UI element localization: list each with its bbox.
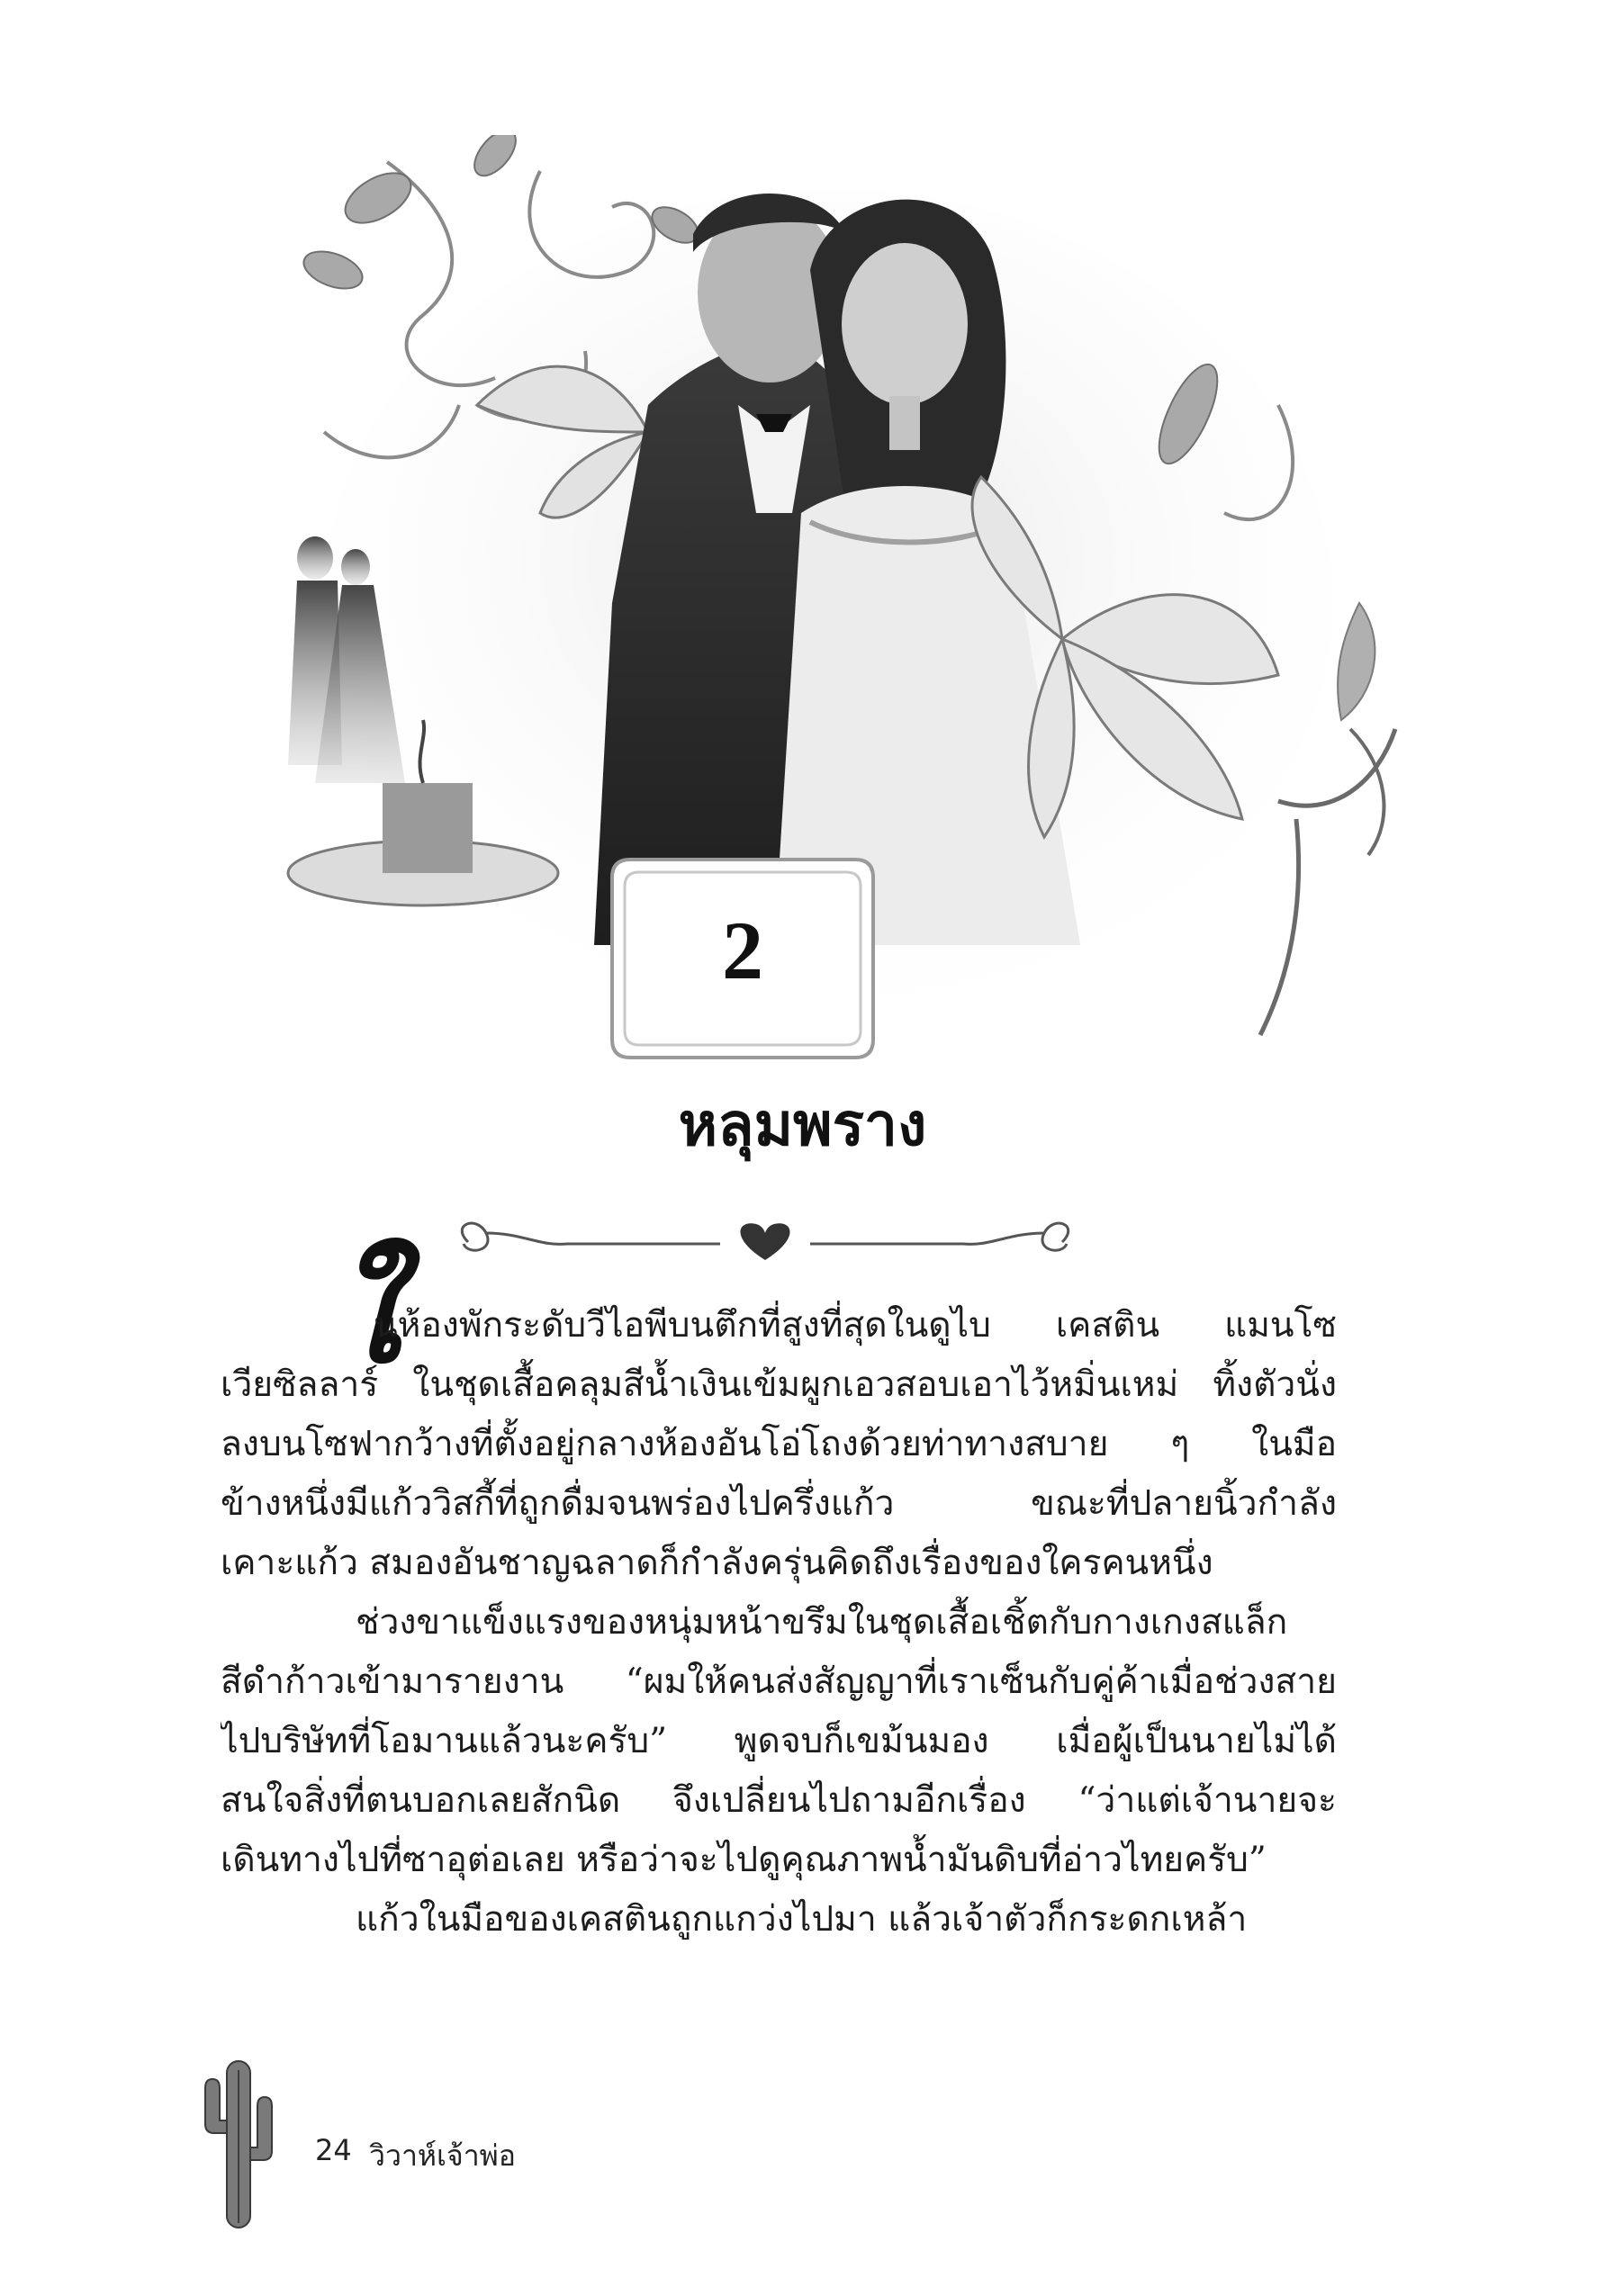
body-text <box>221 1296 1337 1949</box>
page-footer <box>198 2052 738 2232</box>
text-line: ไปบริษัทที่โอมานแล้วนะครับ” พูดจบก็เขม้นมอง เมื่อผู้เป็นนายไม่ได้ <box>221 1721 1337 1761</box>
text-line: ช่วงขาแข็งแรงของหนุ่มหน้าขรึมในชุดเสื้อเชิ้ตกับกางเกงสแล็ก <box>356 1602 1288 1643</box>
text-line: นห้องพักระดับวีไอพีบนตึกที่สูงที่สุดในดูไบ เคสติน แมนโซ <box>374 1305 1337 1346</box>
text-line: ข้างหนึ่งมีแก้ววิสกี้ที่ถูกดื่มจนพร่องไปครึ่งแก้ว ขณะที่ปลายนิ้วกำลัง <box>221 1483 1337 1524</box>
book-title: วิวาห์เจ้าพ่อ <box>369 2138 516 2173</box>
heart-divider-ornament <box>432 1206 1098 1278</box>
cactus-icon <box>198 2052 279 2232</box>
text-line: เดินทางไปที่ซาอุต่อเลย หรือว่าจะไปดูคุณภาพน้ำมันดิบที่อ่าวไทยครับ” <box>221 1840 1267 1880</box>
text-line: เคาะแก้ว สมองอันชาญฉลาดก็กำลังครุ่นคิดถึงเรื่องของใครคนหนึ่ง <box>221 1543 1213 1583</box>
text-line: เวียซิลลาร์ ในชุดเสื้อคลุมสีน้ำเงินเข้มผูกเอวสอบเอาไว้หมิ่นเหม่ ทิ้งตัวนั่ง <box>221 1364 1337 1405</box>
page-number: 24 <box>315 2133 352 2167</box>
text-line: ลงบนโซฟากว้างที่ตั้งอยู่กลางห้องอันโอ่โถงด้วยท่าทางสบาย ๆ ในมือ <box>221 1424 1337 1464</box>
text-line: สนใจสิ่งที่ตนบอกเลยสักนิด จึงเปลี่ยนไปถามอีกเรื่อง “ว่าแต่เจ้านายจะ <box>221 1780 1337 1821</box>
text-line: สีดำก้าวเข้ามารายงาน “ผมให้คนส่งสัญญาที่เราเซ็นกับคู่ค้าเมื่อช่วงสาย <box>221 1661 1337 1702</box>
drop-cap: ใ <box>333 1235 400 1393</box>
chapter-number: 2 <box>722 905 763 996</box>
text-line: แก้วในมือของเคสตินถูกแกว่งไปมา แล้วเจ้าตัวก็กระดกเหล้า <box>356 1899 1248 1940</box>
chapter-title: หลุมพราง <box>678 1090 927 1159</box>
